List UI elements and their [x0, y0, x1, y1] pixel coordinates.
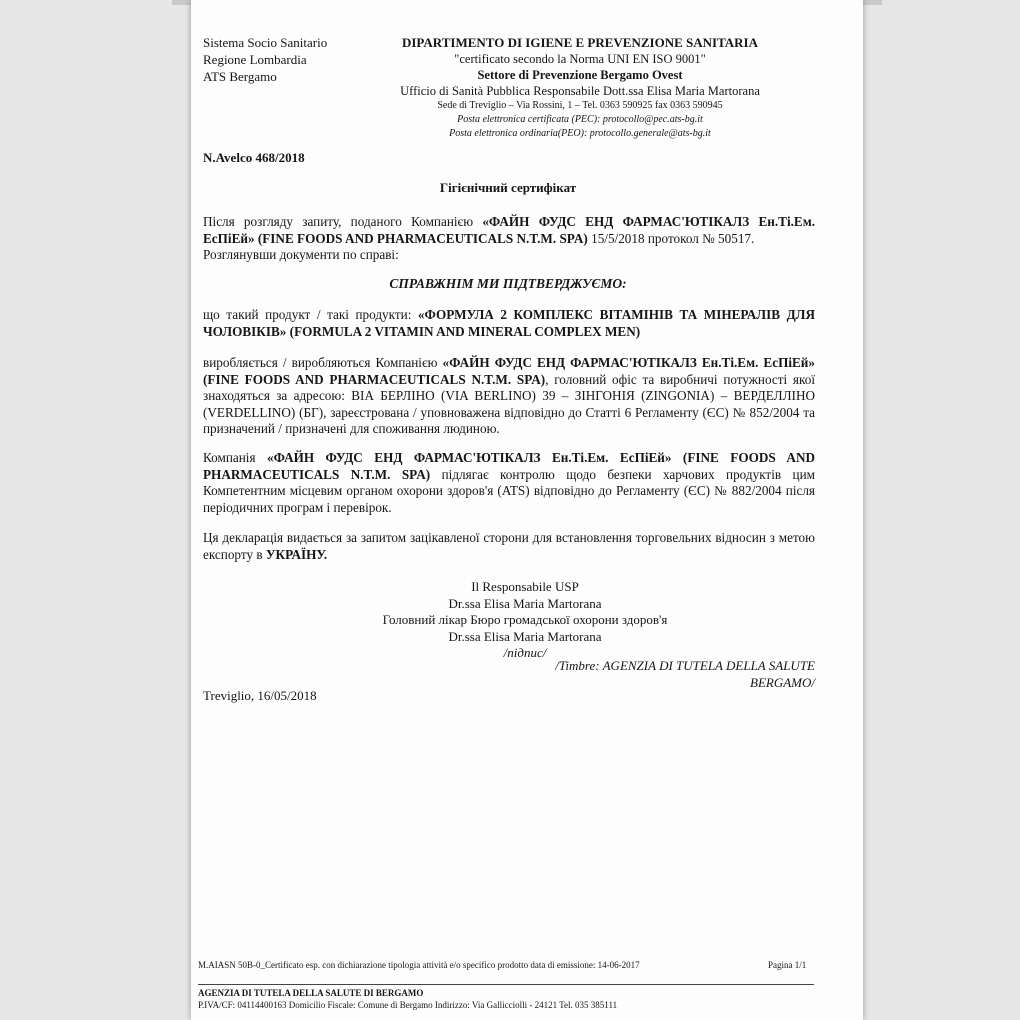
paragraph-product [203, 307, 815, 340]
signatory-role: Il Responsabile USP [471, 579, 579, 594]
company-name: «ФАЙН ФУДС ЕНД ФАРМАС'ЮТІКАЛЗ Ен.Ті.Ем. ЕсПіЕй» (FINE FOODS AND PHARMACEUTICALS N.T.M. SPA) [203, 355, 815, 387]
paragraph-declaration [203, 530, 815, 563]
product-name: «ФОРМУЛА 2 КОМПЛЕКС ВІТАМІНІВ ТА МІНЕРАЛІВ ДЛЯ ЧОЛОВІКІВ» (FORMULA 2 VITAMIN AND MINERAL COMPLEX MEN) [203, 307, 815, 339]
office-address: Sede di Treviglio – Via Rossini, 1 – Tel. 0363 590925 fax 0363 590945 [437, 100, 723, 111]
signatory-name: Dr.ssa Elisa Maria Martorana [448, 595, 602, 611]
confirmation-heading: СПРАВЖНІМ МИ ПІДТВЕРДЖУЄМО: [389, 276, 627, 291]
page-number: Pagina 1/1 [768, 960, 807, 970]
department-header [360, 34, 800, 141]
peo-email: Posta elettronica ordinaria(PEO): protocollo.generale@ats-bg.it [449, 128, 711, 139]
text: Компанія [203, 450, 267, 465]
paragraph-control [203, 450, 815, 516]
signature-block [360, 579, 690, 662]
office-name: Ufficio di Sanità Pubblica Responsabile Dott.ssa Elisa Maria Martorana [400, 84, 760, 98]
department-name: DIPARTIMENTO DI IGIENE E PREVENZIONE SANITARIA [401, 35, 759, 50]
issuer-line: ATS Bergamo [203, 69, 277, 84]
place-date: Treviglio, 16/05/2018 [203, 688, 317, 703]
text: що такий продукт / такі продукти: [203, 307, 418, 322]
issuer-line: Regione Lombardia [203, 52, 307, 67]
stamp-note: /Timbre: AGENZIA DI TUTELA DELLA SALUTE BERGAMO/ [555, 658, 815, 690]
text: 15/5/2018 протокол № 50517. [587, 230, 755, 246]
company-name: «ФАЙН ФУДС ЕНД ФАРМАС'ЮТІКАЛЗ Ен.Ті.Ем. ЕсПіЕй» (FINE FOODS AND PHARMACEUTICALS N.T.M. SPA) [203, 214, 815, 246]
company-name: «ФАЙН ФУДС ЕНД ФАРМАС'ЮТІКАЛЗ Ен.Ті.Ем. ЕсПіЕй» (FINE FOODS AND PHARMACEUTICALS N.T.M. SPA) [203, 450, 815, 482]
sector-name: Settore di Prevenzione Bergamo Ovest [477, 68, 683, 82]
text: Після розгляду запиту, поданого Компанією [203, 214, 483, 229]
paragraph-request [203, 214, 815, 264]
pec-email: Posta elettronica certificata (PEC): protocollo@pec.ats-bg.it [457, 114, 703, 125]
country: УКРАЇНУ. [265, 546, 328, 562]
fiscal-info: P.IVA/CF: 04114400163 Domicilio Fiscale: Comune di Bergamo Indirizzo: Via Gallicciolli - 24121 Tel. 035 385111 [198, 1000, 618, 1010]
issuer-block [203, 34, 327, 85]
agency-name: AGENZIA DI TUTELA DELLA SALUTE DI BERGAMO [198, 988, 424, 998]
signature-mark: /підпис/ [503, 645, 547, 660]
issuer-line: Sistema Socio Sanitario [203, 35, 328, 50]
document-title: Гігієнічний сертифікат [439, 180, 577, 195]
signatory-name: Dr.ssa Elisa Maria Martorana [448, 628, 602, 644]
reference-number: N.Avelco 468/2018 [203, 150, 305, 165]
iso-certification: "certificato secondo la Norma UNI EN ISO 9001" [454, 52, 706, 66]
text: виробляється / виробляються Компанією [203, 355, 443, 370]
text: , головний офіс та виробничі потужності якої знаходяться за адресою: ВІА БЕРЛІНО (VIA BERLINO) 39 – ЗІНГОНІЯ (ZINGONIA) – ВЕРДЕЛЛІНО (VERDELLINO) (БГ), зареєстрована / уповноважена відповідно до Статті 6 Регламенту (ЄС) № 852/2004 та призначений / призначені для споживання людиною. [203, 371, 815, 436]
footer-divider [198, 984, 814, 985]
text: підлягає контролю щодо безпеки харчових продуктів цим Компетентним місцевим органом охорони здоров'я (ATS) відповідно до Регламенту (ЄС) № 882/2004 після періодичних програм і перевірок. [203, 466, 815, 515]
form-code: M.AIASN 50B-0_Certificato esp. con dichiarazione tipologia attività e/o specifico prodotto data di emissione: 14-06-2017 [198, 960, 640, 970]
text: Розглянувши документи по справі: [203, 247, 399, 262]
text: Ця декларація видається за запитом зацікавленої сторони для встановлення торговельних відносин з метою експорту в [203, 530, 815, 562]
paragraph-manufacturer [203, 355, 815, 438]
signatory-role-ua: Головний лікар Бюро громадської охорони здоров'я [382, 612, 668, 627]
